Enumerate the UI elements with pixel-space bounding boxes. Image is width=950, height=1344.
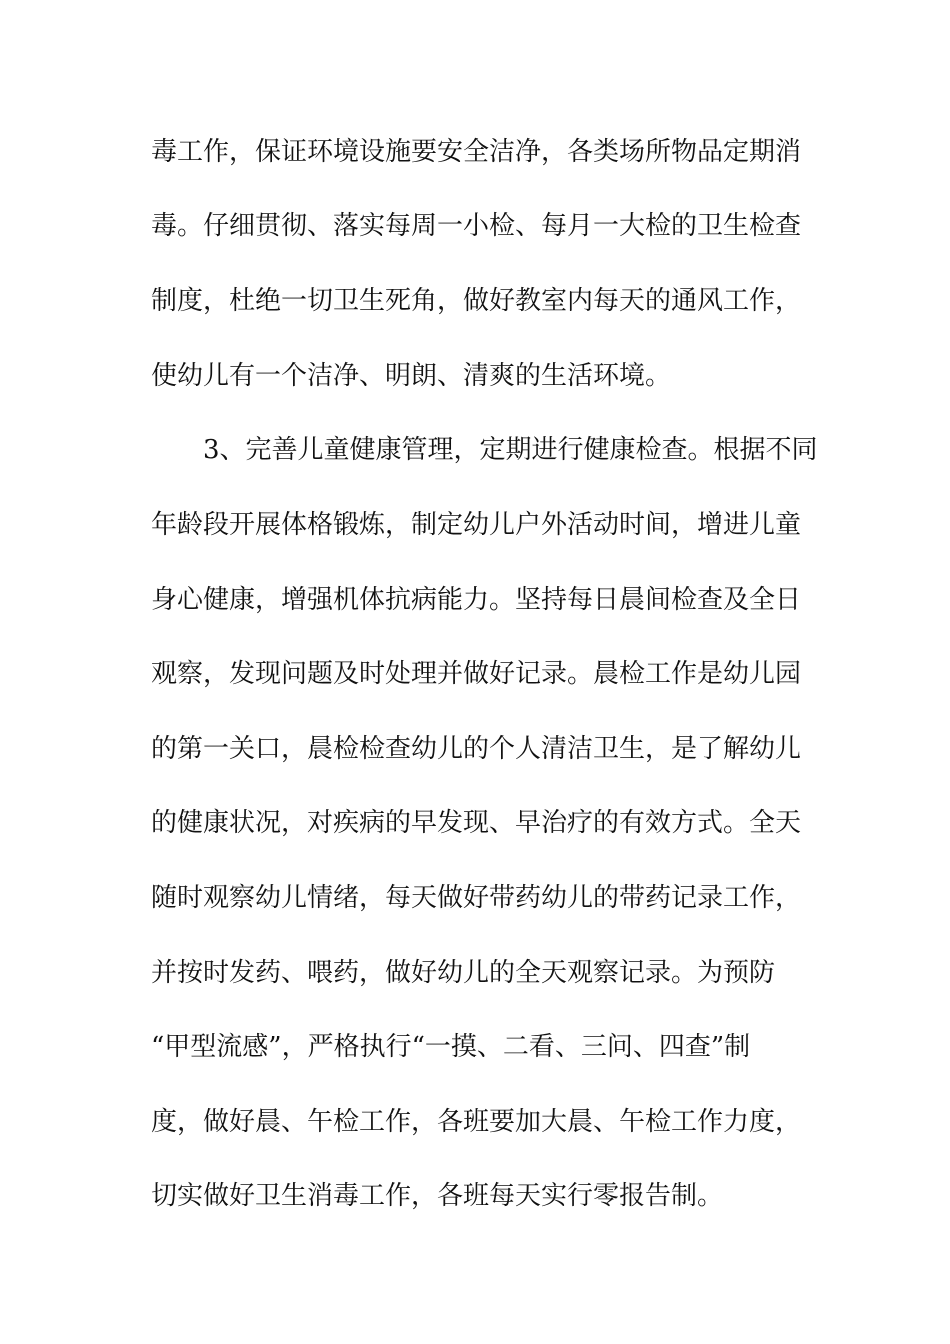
text-line-13: “甲型流感”，严格执行“一摸、二看、三问、四查”制 (151, 1032, 751, 1062)
text-line-10: 的健康状况，对疾病的早发现、早治疗的有效方式。全天 (151, 808, 802, 838)
text-line-14: 度，做好晨、午检工作，各班要加大晨、午检工作力度， (151, 1107, 802, 1137)
text-line-15: 切实做好卫生消毒工作，各班每天实行零报告制。 (151, 1181, 724, 1211)
text-line-8: 观察，发现问题及时处理并做好记录。晨检工作是幼儿园 (151, 659, 802, 689)
text-line-11: 随时观察幼儿情绪，每天做好带药幼儿的带药记录工作， (151, 883, 802, 913)
text-line-9: 的第一关口，晨检检查幼儿的个人清洁卫生，是了解幼儿 (151, 734, 802, 764)
text-line-1: 毒工作，保证环境设施要安全洁净，各类场所物品定期消 (151, 137, 802, 167)
paragraph-3-first-line: 3、完善儿童健康管理，定期进行健康检查。根据不同 (203, 435, 818, 465)
text-line-2: 毒。仔细贯彻、落实每周一小检、每月一大检的卫生检查 (151, 211, 802, 241)
text-line-6: 年龄段开展体格锻炼，制定幼儿户外活动时间，增进儿童 (151, 510, 802, 540)
text-line-3: 制度，杜绝一切卫生死角，做好教室内每天的通风工作， (151, 286, 802, 316)
text-line-4: 使幼儿有一个洁净、明朗、清爽的生活环境。 (151, 361, 672, 391)
text-line-12: 并按时发药、喂药，做好幼儿的全天观察记录。为预防 (151, 958, 776, 988)
text-line-7: 身心健康，增强机体抗病能力。坚持每日晨间检查及全日 (151, 585, 802, 615)
